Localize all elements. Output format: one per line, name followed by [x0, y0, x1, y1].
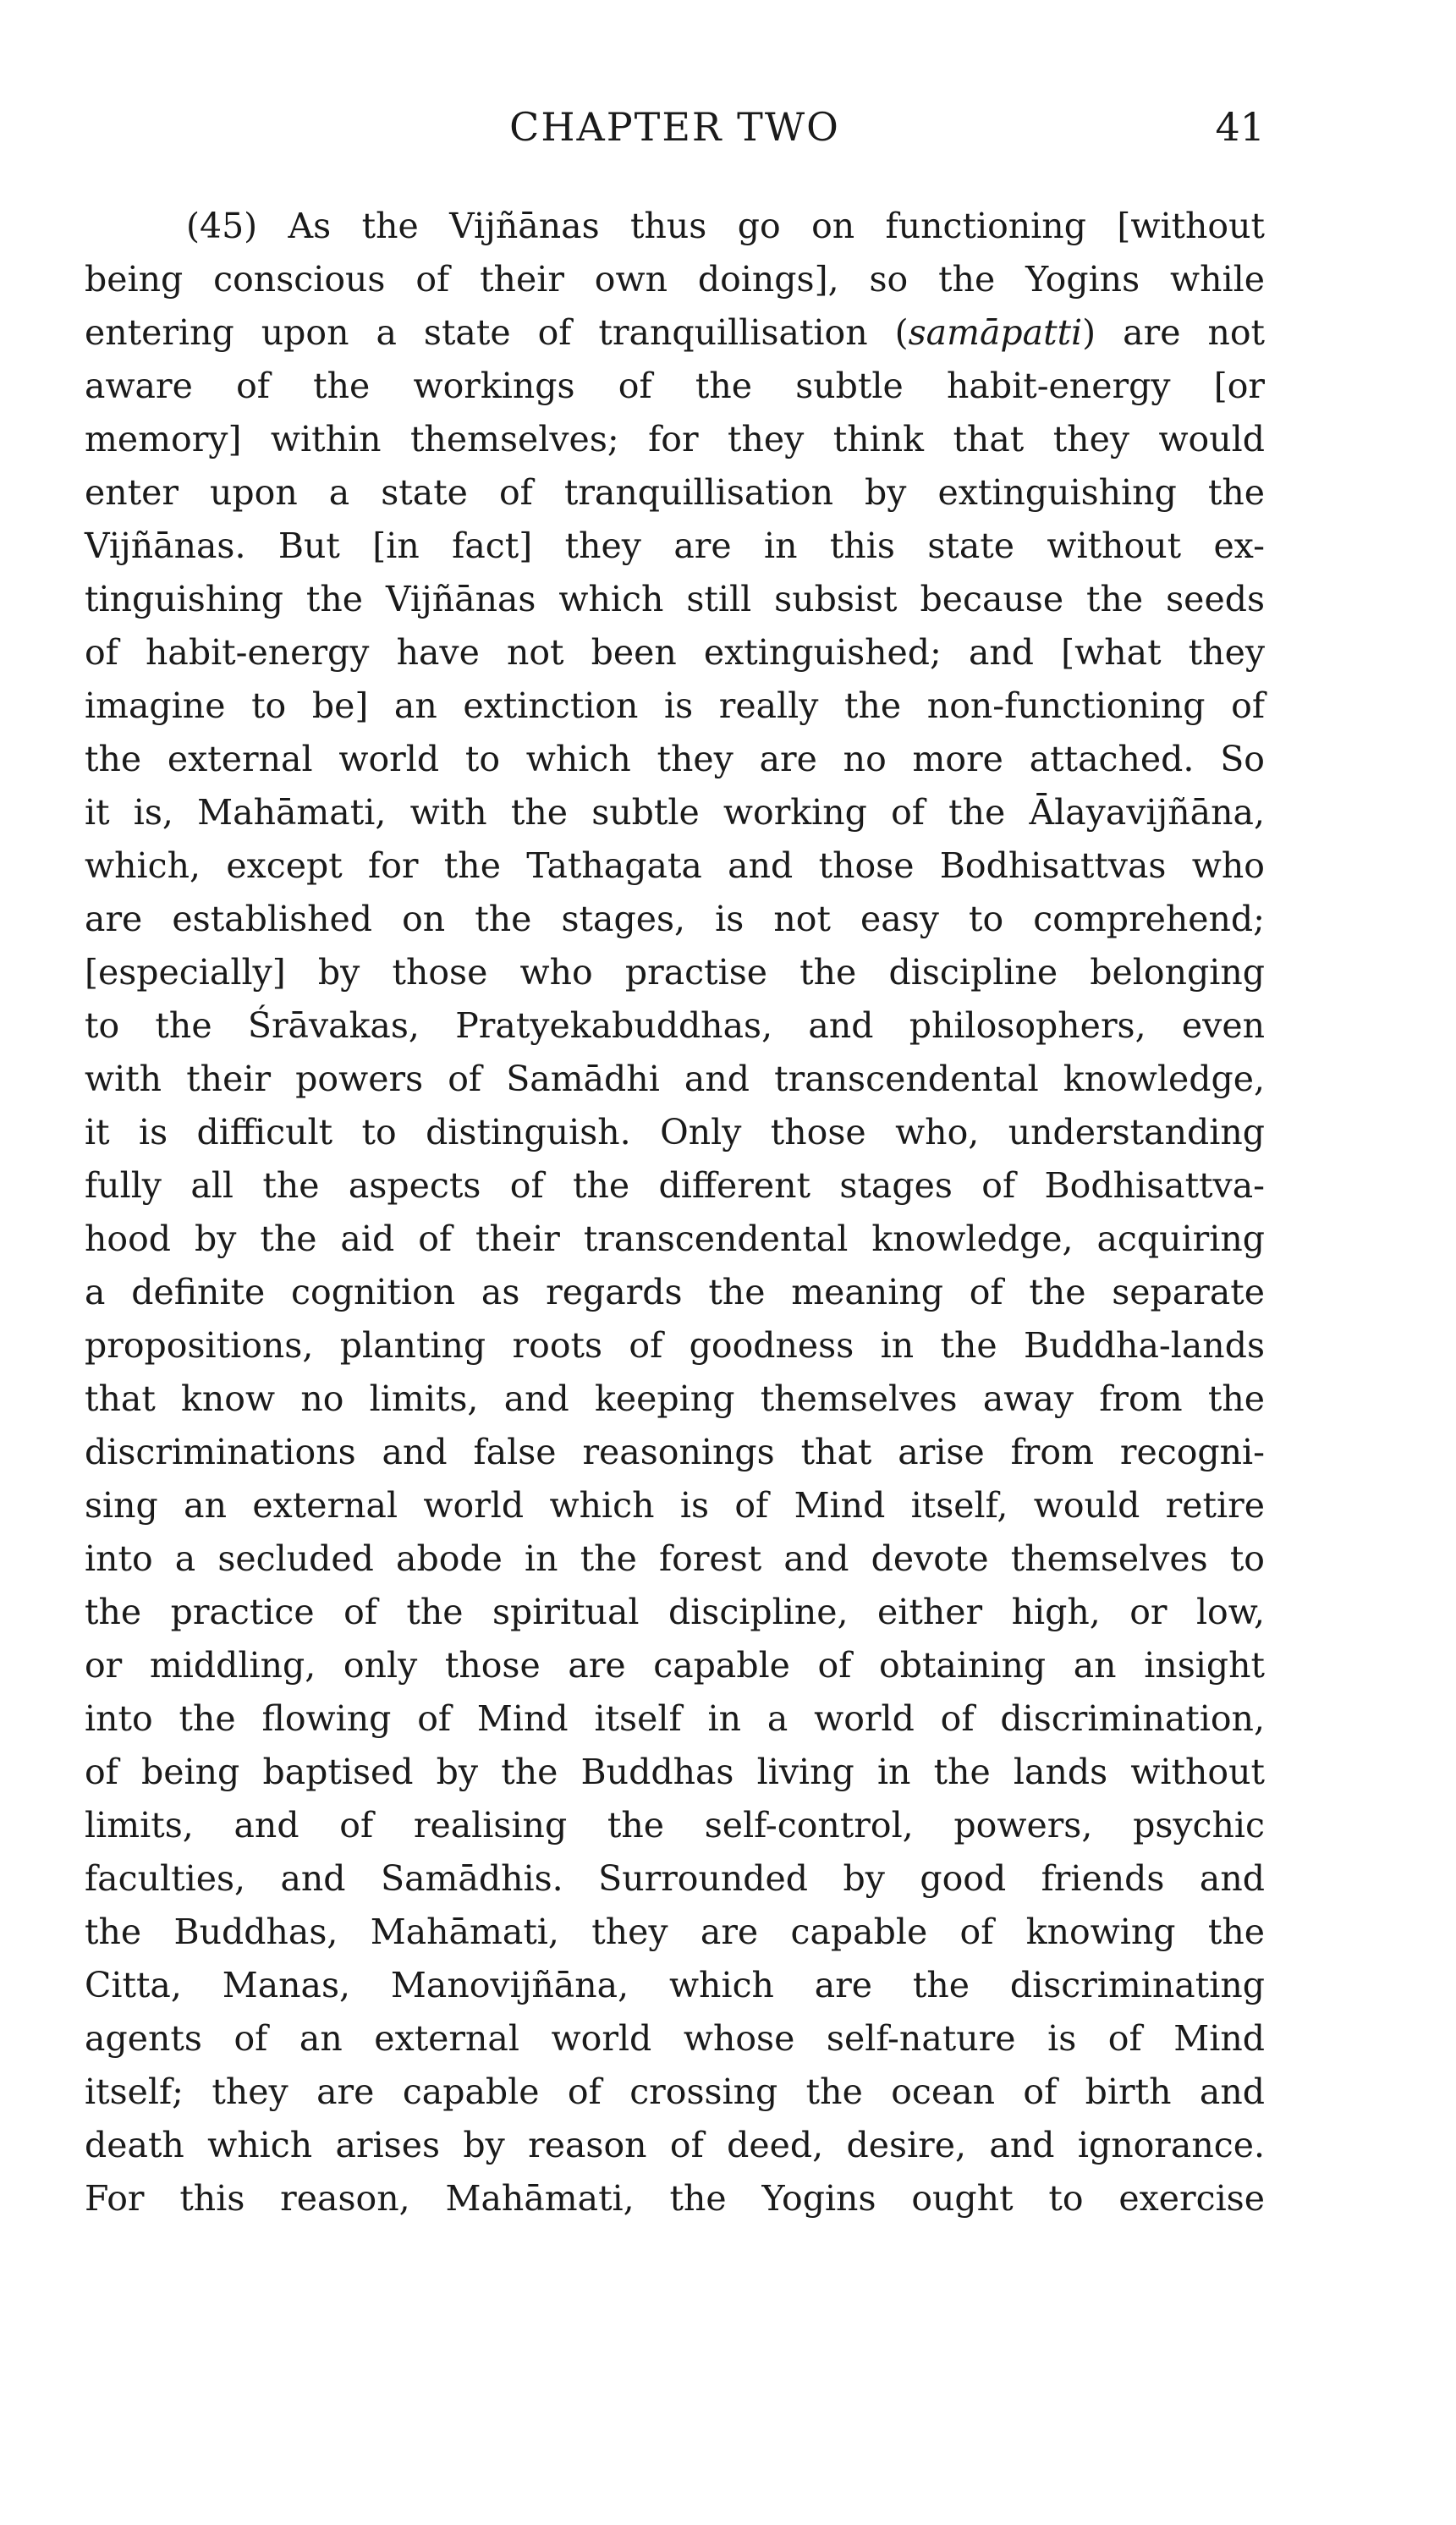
text-line-35: agents of an external world whose self-nature is of Mind	[85, 2018, 1265, 2059]
text-line-30: of being baptised by the Buddhas living in the lands without	[85, 1752, 1265, 1792]
text-line-3-before: entering upon a state of tranquillisation (	[85, 312, 909, 353]
page-number: 41	[1215, 104, 1265, 150]
text-line-15: [especially] by those who practise the discipline belonging	[85, 952, 1265, 993]
text-line-17: with their powers of Samādhi and transcendental knowledge,	[85, 1059, 1265, 1099]
text-line-36: itself; they are capable of crossing the ocean of birth and	[85, 2071, 1265, 2112]
text-line-18: it is difficult to distinguish. Only those who, understanding	[85, 1112, 1265, 1152]
text-line-20: hood by the aid of their transcendental knowledge, acquiring	[85, 1218, 1265, 1259]
running-head	[85, 100, 1265, 154]
text-line-22: propositions, planting roots of goodness in the Buddha-lands	[85, 1325, 1265, 1366]
text-line-2: being conscious of their own doings], so the Yogins while	[85, 259, 1265, 300]
text-line-8: tinguishing the Vijñānas which still subsist because the seeds	[85, 579, 1265, 619]
text-line-14: are established on the stages, is not easy to comprehend;	[85, 899, 1265, 939]
text-line-33: the Buddhas, Mahāmati, they are capable of knowing the	[85, 1912, 1265, 1952]
text-line-5: memory] within themselves; for they think that they would	[85, 419, 1265, 459]
text-line-16: to the Śrāvakas, Pratyekabuddhas, and philosophers, even	[85, 1005, 1265, 1046]
text-line-38: For this reason, Mahāmati, the Yogins ought to exercise	[85, 2178, 1265, 2219]
text-line-24: discriminations and false reasonings that arise from recogni-	[85, 1432, 1265, 1472]
text-line-37: death which arises by reason of deed, desire, and ignorance.	[85, 2125, 1265, 2165]
text-line-4: aware of the workings of the subtle habit-energy [or	[85, 366, 1265, 406]
text-line-25: sing an external world which is of Mind itself, would retire	[85, 1485, 1265, 1526]
text-line-23: that know no limits, and keeping themselves away from the	[85, 1378, 1265, 1419]
text-line-1: (45) As the Vijñānas thus go on functioning [without	[186, 206, 1265, 246]
text-line-11: the external world to which they are no more attached. So	[85, 739, 1265, 779]
text-line-31: limits, and of realising the self-control, powers, psychic	[85, 1805, 1265, 1846]
text-line-28: or middling, only those are capable of obtaining an insight	[85, 1645, 1265, 1686]
text-line-29: into the flowing of Mind itself in a world of discrimination,	[85, 1698, 1265, 1739]
text-line-26: into a secluded abode in the forest and devote themselves to	[85, 1538, 1265, 1579]
text-line-9: of habit-energy have not been extinguished; and [what they	[85, 632, 1265, 673]
chapter-title: CHAPTER TWO	[509, 104, 840, 150]
text-line-19: fully all the aspects of the different stages of Bodhisattva-	[85, 1165, 1265, 1206]
text-line-32: faculties, and Samādhis. Surrounded by good friends and	[85, 1858, 1265, 1899]
text-line-10: imagine to be] an extinction is really the non-functioning of	[85, 685, 1265, 726]
text-line-6: enter upon a state of tranquillisation by extinguishing the	[85, 472, 1265, 513]
body-paragraph	[85, 200, 1265, 2225]
text-line-34: Citta, Manas, Manovijñāna, which are the discriminating	[85, 1965, 1265, 2005]
text-line-27: the practice of the spiritual discipline, either high, or low,	[85, 1592, 1265, 1632]
text-line-3	[85, 306, 1265, 360]
italic-term-samapatti: samāpatti	[908, 312, 1083, 353]
text-line-3-after: ) are not	[1082, 312, 1266, 353]
text-line-13: which, except for the Tathagata and those Bodhisattvas who	[85, 845, 1265, 886]
text-line-12: it is, Mahāmati, with the subtle working of the Ālayavijñāna,	[85, 792, 1265, 833]
text-line-21: a definite cognition as regards the meaning of the separate	[85, 1272, 1265, 1312]
text-line-7: Vijñānas. But [in fact] they are in this state without ex-	[85, 525, 1265, 566]
